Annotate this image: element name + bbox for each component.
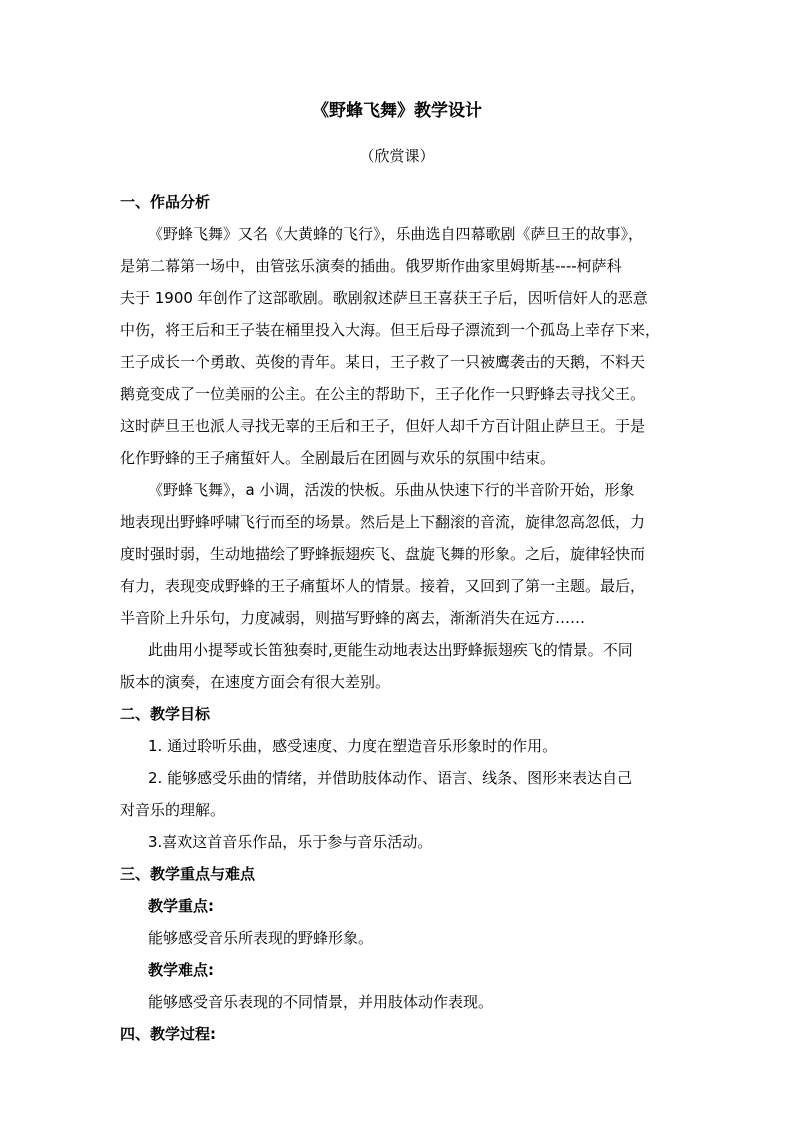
paragraph-line: 地表现出野蜂呼啸飞行而至的场景。然后是上下翻滚的音流，旋律忽高忽低，力 bbox=[120, 513, 646, 531]
paragraph-line: 《野蜂飞舞》又名《大黄蜂的飞行》，乐曲选自四幕歌剧《萨旦王的故事》， bbox=[148, 225, 644, 243]
paragraph-line: 王子成长一个勇敢、英俊的青年。某日，王子救了一只被鹰袭击的天鹅，不料天 bbox=[120, 353, 646, 371]
difficulty-text: 能够感受音乐表现的不同情景，并用肢体动作表现。 bbox=[148, 993, 494, 1011]
paragraph-line: 有力，表现变成野蜂的王子痛蜇坏人的情景。接着，又回到了第一主题。最后， bbox=[120, 577, 646, 595]
paragraph-line: 化作野蜂的王子痛蜇奸人。全剧最后在团圆与欢乐的氛围中结束。 bbox=[120, 449, 556, 467]
section-heading-process: 四、教学过程: bbox=[120, 1025, 216, 1043]
difficulty-label: 教学难点: bbox=[148, 961, 214, 979]
paragraph-line: 夫于 1900 年创作了这部歌剧。歌剧叙述萨旦王喜获王子后，因听信奸人的恶意 bbox=[120, 289, 648, 307]
section-heading-key-points: 三、教学重点与难点 bbox=[120, 865, 256, 883]
key-point-label: 教学重点: bbox=[148, 897, 214, 915]
goal-item: 3.喜欢这首音乐作品，乐于参与音乐活动。 bbox=[148, 833, 433, 851]
paragraph-line: 这时萨旦王也派人寻找无辜的王后和王子，但奸人却千方百计阻止萨旦王。于是 bbox=[120, 417, 646, 435]
paragraph-line: 此曲用小提琴或长笛独奏时,更能生动地表达出野蜂振翅疾飞的情景。不同 bbox=[148, 641, 633, 659]
paragraph-line: 中伤，将王后和王子装在桶里投入大海。但王后母子漂流到一个孤岛上幸存下来， bbox=[120, 321, 661, 339]
paragraph-line: 度时强时弱，生动地描绘了野蜂振翅疾飞、盘旋飞舞的形象。之后，旋律轻快而 bbox=[120, 545, 646, 563]
goal-item: 2. 能够感受乐曲的情绪，并借助肢体动作、语言、线条、图形来表达自己 bbox=[148, 769, 633, 787]
goal-item: 1. 通过聆听乐曲，感受速度、力度在塑造音乐形象时的作用。 bbox=[148, 737, 558, 755]
document-subtitle: （欣赏课） bbox=[359, 147, 435, 165]
section-heading-goals: 二、教学目标 bbox=[120, 705, 211, 723]
paragraph-line: 半音阶上升乐句，力度减弱，则描写野蜂的离去，渐渐消失在远方…… bbox=[120, 609, 586, 627]
document-title: 《野蜂飞舞》教学设计 bbox=[312, 101, 482, 121]
paragraph-line: 版本的演奏，在速度方面会有很大差别。 bbox=[120, 673, 391, 691]
paragraph-line: 鹅竟变成了一位美丽的公主。在公主的帮助下，王子化作一只野蜂去寻找父王。 bbox=[120, 385, 646, 403]
paragraph-line: 《野蜂飞舞》，a 小调，活泼的快板。乐曲从快速下行的半音阶开始，形象 bbox=[148, 481, 635, 499]
section-heading-analysis: 一、作品分析 bbox=[120, 193, 211, 211]
goal-item-continued: 对音乐的理解。 bbox=[120, 801, 226, 819]
paragraph-line: 是第二幕第一场中，由管弦乐演奏的插曲。俄罗斯作曲家里姆斯基----柯萨科 bbox=[120, 257, 622, 275]
key-point-text: 能够感受音乐所表现的野蜂形象。 bbox=[148, 929, 374, 947]
